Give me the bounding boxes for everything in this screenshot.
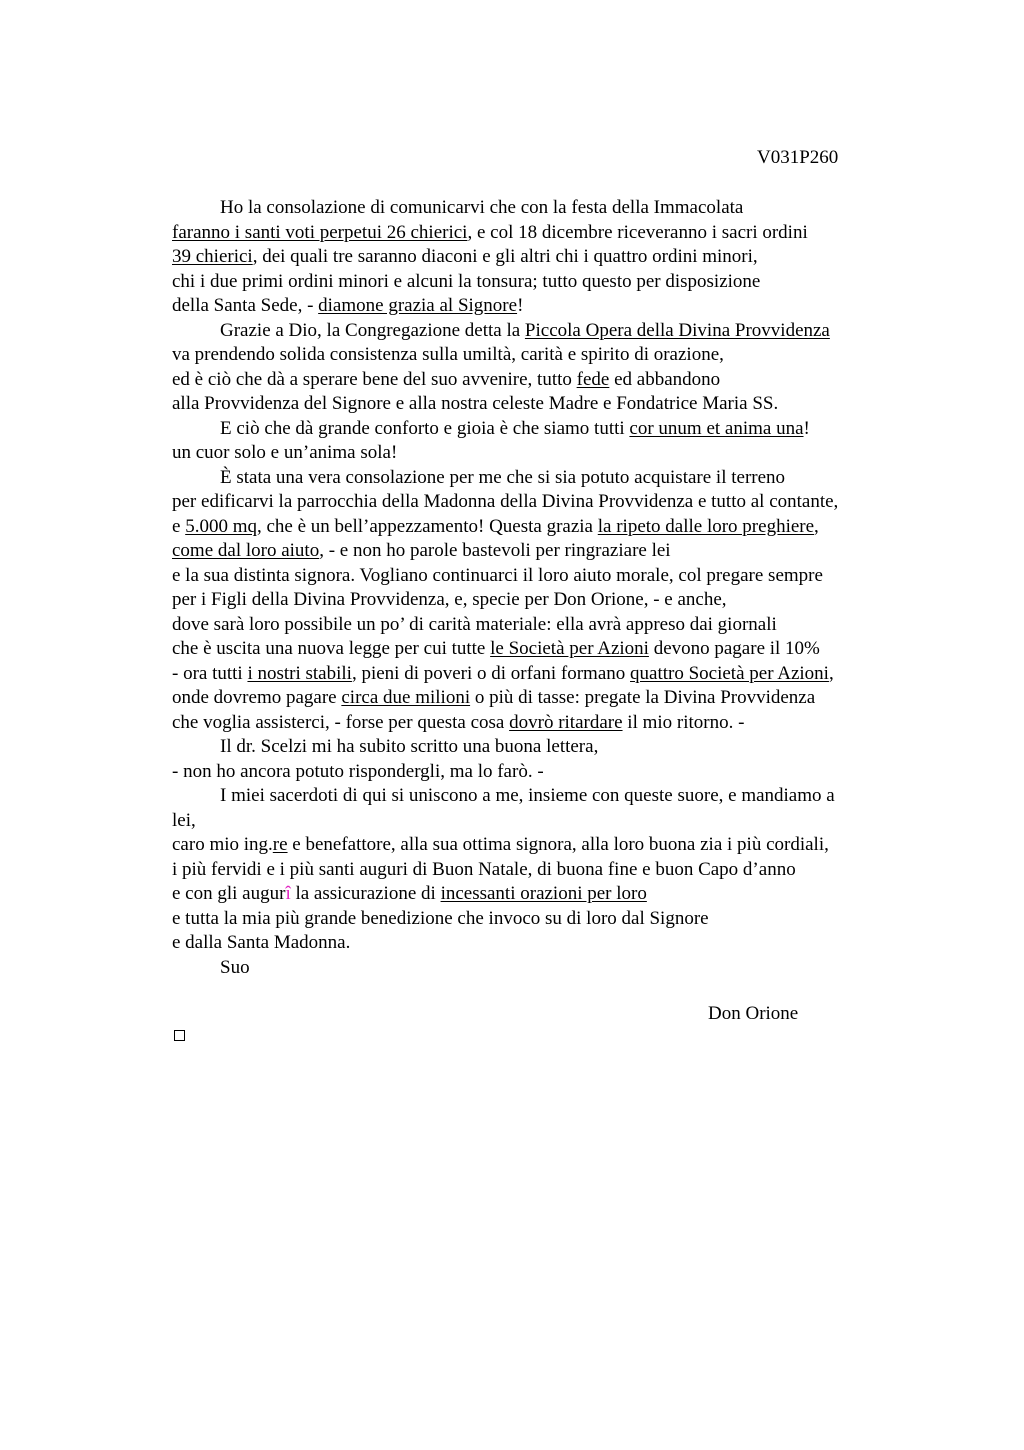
underlined-text: Piccola Opera della Divina Provvidenza bbox=[524, 319, 830, 341]
text-line bbox=[172, 319, 902, 344]
text-line bbox=[172, 196, 902, 221]
text-line bbox=[172, 270, 902, 295]
text-line bbox=[172, 490, 902, 515]
text-line bbox=[172, 417, 902, 442]
underlined-text: diamone grazia al Signore bbox=[318, 295, 518, 316]
text-segment: o più di tasse: pregate la Divina Provvidenza bbox=[470, 687, 816, 708]
text-segment: dove sarà loro possibile un po’ di carità materiale: ella avrà appreso dai giornali bbox=[172, 613, 777, 635]
text-segment: È stata una vera consolazione per me che si sia potuto acquistare il terreno bbox=[220, 466, 786, 488]
text-segment: alla Provvidenza del Signore e alla nostra celeste Madre e Fondatrice Maria SS. bbox=[172, 393, 779, 414]
text-line bbox=[172, 515, 902, 540]
text-line bbox=[172, 637, 902, 662]
underlined-text: dovrò ritardare bbox=[509, 711, 623, 733]
editorial-mark: î bbox=[285, 883, 291, 904]
signature: Don Orione bbox=[708, 1003, 799, 1024]
text-segment: i più fervidi e i più santi auguri di Buon Natale, di buona fine e buon Capo d’anno bbox=[172, 858, 796, 880]
text-line bbox=[172, 613, 902, 638]
text-line bbox=[172, 882, 902, 907]
text-segment: e bbox=[172, 515, 186, 537]
text-segment: Il dr. Scelzi mi ha subito scritto una buona lettera, bbox=[220, 736, 599, 757]
text-segment: e tutta la mia più grande benedizione che invoco su di loro dal Signore bbox=[172, 907, 709, 929]
underlined-text: quattro Società per Azioni bbox=[630, 662, 829, 684]
text-segment: che voglia assisterci, - forse per questa cosa bbox=[172, 711, 510, 733]
underlined-text: re bbox=[272, 834, 288, 855]
text-segment: lei, bbox=[172, 809, 196, 831]
text-segment: , pieni di poveri o di orfani formano bbox=[351, 662, 631, 684]
text-segment: Grazie a Dio, la Congregazione detta la bbox=[220, 319, 525, 341]
text-line bbox=[172, 343, 902, 368]
underlined-text: 5.000 mq bbox=[185, 515, 257, 537]
text-line bbox=[172, 245, 902, 270]
text-segment: - ora tutti bbox=[172, 662, 248, 684]
text-line bbox=[172, 564, 902, 589]
text-line bbox=[172, 441, 902, 466]
text-segment: chi i due primi ordini minori e alcuni la tonsura; tutto questo per disposizione bbox=[172, 270, 761, 292]
text-segment: e benefattore, alla sua ottima signora, alla loro buona zia i più cordiali, bbox=[287, 834, 829, 855]
text-segment: per edificarvi la parrocchia della Madonna della Divina Provvidenza e tutto al contante, bbox=[172, 491, 839, 512]
text-segment: della Santa Sede, - bbox=[172, 295, 319, 316]
text-segment: ! bbox=[803, 417, 810, 439]
text-segment: onde dovremo pagare bbox=[172, 687, 342, 708]
text-line bbox=[172, 833, 902, 858]
underlined-text: faranno i santi voti perpetui 26 chierici bbox=[172, 221, 468, 243]
text-line bbox=[172, 907, 902, 932]
text-segment: , che è un bell’appezzamento! Questa grazia bbox=[256, 515, 598, 537]
page-code: V031P260 bbox=[757, 147, 839, 168]
text-line bbox=[172, 539, 902, 564]
text-segment: ed è ciò che dà a sperare bene del suo avvenire, tutto bbox=[172, 368, 577, 390]
text-segment: un cuor solo e un’anima sola! bbox=[172, 442, 398, 463]
text-line bbox=[172, 735, 902, 760]
text-segment: che è uscita una nuova legge per cui tutte bbox=[172, 638, 491, 659]
text-segment: , e col 18 dicembre riceveranno i sacri ordini bbox=[467, 221, 808, 243]
text-line bbox=[172, 711, 902, 736]
text-segment: E ciò che dà grande conforto e gioia è che siamo tutti bbox=[220, 417, 630, 439]
text-line bbox=[172, 858, 902, 883]
end-mark-square bbox=[174, 1030, 185, 1041]
text-segment: , bbox=[828, 662, 834, 684]
text-line bbox=[172, 760, 902, 785]
text-segment: per i Figli della Divina Provvidenza, e, specie per Don Orione, - e anche, bbox=[172, 589, 727, 610]
underlined-text: 39 chierici bbox=[172, 246, 253, 267]
text-segment: la assicurazione di bbox=[290, 883, 441, 904]
text-segment: e dalla Santa Madonna. bbox=[172, 932, 351, 953]
text-segment: ed abbandono bbox=[609, 368, 721, 390]
text-line bbox=[172, 784, 902, 809]
underlined-text: cor unum et anima una bbox=[629, 417, 804, 439]
text-segment: Ho la consolazione di comunicarvi che con la festa della Immacolata bbox=[220, 197, 744, 218]
text-line bbox=[172, 956, 902, 981]
underlined-text: le Società per Azioni bbox=[490, 638, 649, 659]
underlined-text: incessanti orazioni per loro bbox=[440, 883, 647, 904]
text-segment: I miei sacerdoti di qui si uniscono a me, insieme con queste suore, e mandiamo a bbox=[220, 785, 835, 806]
text-segment: Suo bbox=[220, 956, 250, 978]
underlined-text: i nostri stabili bbox=[247, 662, 352, 684]
text-segment: va prendendo solida consistenza sulla umiltà, carità e spirito di orazione, bbox=[172, 344, 724, 365]
text-line bbox=[172, 588, 902, 613]
text-line bbox=[172, 686, 902, 711]
text-segment: , bbox=[814, 515, 819, 537]
letter-body bbox=[172, 196, 902, 980]
underlined-text: come dal loro aiuto bbox=[172, 540, 320, 561]
text-line bbox=[172, 221, 902, 246]
text-segment: , - e non ho parole bastevoli per ringraziare lei bbox=[319, 540, 671, 561]
text-line bbox=[172, 662, 902, 687]
text-segment: e con gli augur bbox=[172, 883, 286, 904]
underlined-text: fede bbox=[576, 368, 610, 390]
underlined-text: la ripeto dalle loro preghiere bbox=[597, 515, 815, 537]
text-line bbox=[172, 392, 902, 417]
text-segment: - non ho ancora potuto rispondergli, ma lo farò. - bbox=[172, 760, 544, 782]
text-line bbox=[172, 294, 902, 319]
text-segment: , dei quali tre saranno diaconi e gli altri chi i quattro ordini minori, bbox=[252, 246, 758, 267]
text-segment: devono pagare il 10% bbox=[648, 638, 820, 659]
text-line bbox=[172, 466, 902, 491]
text-segment: ! bbox=[517, 295, 524, 316]
text-line bbox=[172, 931, 902, 956]
text-segment: il mio ritorno. - bbox=[622, 711, 745, 733]
text-line bbox=[172, 368, 902, 393]
text-segment: e la sua distinta signora. Vogliano continuarci il loro aiuto morale, col pregare sempre bbox=[172, 564, 823, 586]
underlined-text: circa due milioni bbox=[341, 687, 471, 708]
text-line bbox=[172, 809, 902, 834]
text-segment: caro mio ing. bbox=[172, 834, 273, 855]
